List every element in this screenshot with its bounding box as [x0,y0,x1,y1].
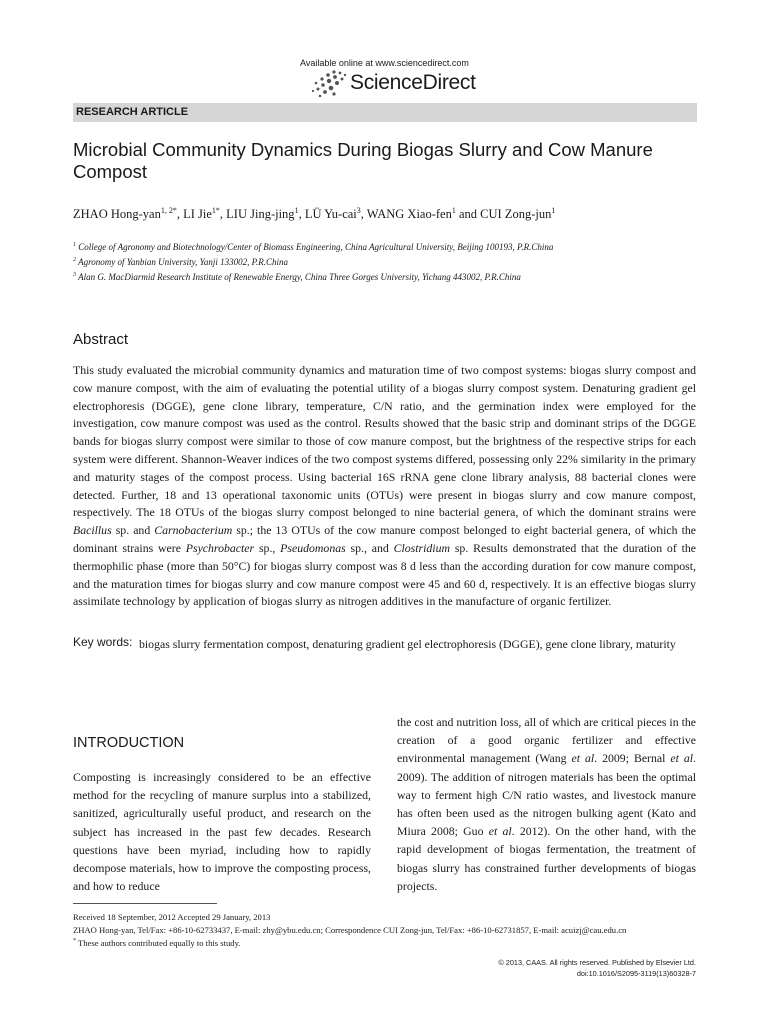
author-name: WANG Xiao-fen [366,207,452,222]
equal-contribution-note [73,938,240,948]
genus-name: Clostridium [393,540,451,555]
abstract-segment: sp., and [345,540,394,555]
footnote-mark: * [73,938,76,945]
affiliation-3 [73,272,713,282]
footnote-text: These authors contributed equally to this study. [78,938,241,948]
author-sup: 1 [294,206,299,215]
keywords-text: biogas slurry fermentation compost, denaturing gradient gel electrophoresis (DGGE), gene clone library, maturity [139,637,676,651]
keywords-label: Key words: [73,635,133,649]
article-type-label: RESEARCH ARTICLE [76,106,189,118]
abstract-segment: sp.; the 13 OTUs of the cow manure compost belonged to eight bacterial genera, of which the dominant strains were [73,523,696,555]
sciencedirect-brand[interactable]: ScienceDirect [350,71,476,94]
genus-name: Bacillus [73,523,112,538]
contact-info: ZHAO Hong-yan, Tel/Fax: +86-10-62733437, E-mail: zhy@ybu.edu.cn; Correspondence CUI Zong-jun, Tel/Fax: +86-10-62731857, E-mail: acuizj@cau.edu.cn [73,925,627,935]
introduction-heading: INTRODUCTION [73,735,185,751]
footnote-divider [73,903,217,904]
author-sup: 1 [451,206,456,215]
author-name: LI Jie [183,207,212,222]
affiliation-text: Agronomy of Yanbian University, Yanji 133002, P.R.China [78,257,288,267]
affiliation-num: 1 [73,242,76,248]
intro-segment: . 2009). The addition of nitrogen materials has been the optimal way to ferment high C/N ratio wastes, and livestock manure has often been used as the nitrogen bulking agent (Kato and Miura 2008; Guo [397,751,696,839]
affiliation-num: 2 [73,257,76,263]
affiliation-1 [73,242,713,252]
abstract-segment: This study evaluated the microbial community dynamics and maturation time of two compost systems: biogas slurry compost and cow manure compost, with the aim of evaluating the potential utility of a biogas slurry compost system. Denaturing gradient gel electrophoresis (DGGE), gene clone library, temperature, C/N ratio, and the germination index were employed for the investigation, cow manure compost was used as the control. Results showed that the basic strip and dominant strips of the DGGE bands for biogas slurry compost were similar to those of cow manure compost, but the brightness of the respective strips for each system were different. Shannon-Weaver indices of the two compost systems differed, possessing only 22% similarity in the primary and maturity stages of the compost process. Using bacterial 16S rRNA gene clone library analysis, 88 bacterial clones were detected. Further, 18 and 13 operational taxonomic units (OTUs) were present in biogas slurry and cow manure compost, respectively. The 18 OTUs of the biogas slurry compost belonged to nine bacterial genera, of which the dominant strains were [73,363,696,520]
intro-segment: . 2012). On the other hand, with the rapid development of biogas fermentation, the treatment of biogas slurry has constrained further developments of biogas projects. [397,824,696,893]
intro-segment: . 2009; Bernal [594,751,671,766]
sciencedirect-logo-icon [308,69,348,99]
author-sup: 1* [211,206,220,215]
copyright-line: © 2013, CAAS. All rights reserved. Published by Elsevier Ltd. [498,958,696,967]
author-name: CUI Zong-jun [480,207,552,222]
received-dates: Received 18 September, 2012 Accepted 29 January, 2013 [73,912,271,922]
abstract-segment: sp. Results demonstrated that the duration of the thermophilic phase (more than 50°C) for biogas slurry compost was 8 d less than the according duration for cow manure compost, and the maturation times for biogas slurry and cow manure compost were 45 and 60 d, respectively. It is an effective biogas slurry assimilate technology by application of biogas slurry as nitrogen additives in the manufacture of organic fertilizer. [73,540,696,609]
abstract-segment: sp. and [111,523,155,538]
abstract-heading: Abstract [73,331,129,348]
author-sup: 1 [551,206,556,215]
author-name: LIU Jing-jing [226,207,295,222]
introduction-right-column [397,713,696,895]
et-al: et al [571,751,595,766]
affiliation-2 [73,257,713,267]
available-online-text: Available online at www.sciencedirect.com [300,58,469,68]
intro-segment: the cost and nutrition loss, all of which are critical pieces in the creation of a good organic fertilizer and effective environmental management (Wang [397,715,696,766]
affiliation-num: 3 [73,272,76,278]
article-title: Microbial Community Dynamics During Biogas Slurry and Cow Manure Compost [73,139,653,182]
genus-name: Carnobacterium [154,523,233,538]
et-al: et al [488,824,512,839]
genus-name: Psychrobacter [185,540,255,555]
introduction-left-column: Composting is increasingly considered to be an effective method for the recycling of manure surplus into a stabilized, sanitized, agriculturally useful product, and research on the subject has increased in the past few decades. Research questions have been myriad, including how to rapidly decompose materials, how to improve the composting process, and how to reduce [73,770,371,894]
author-sup: 1, 2* [160,206,177,215]
author-name: ZHAO Hong-yan [73,207,161,222]
genus-name: Pseudomonas [280,540,346,555]
abstract-segment: sp., [254,540,281,555]
author-name: LÜ Yu-cai [304,207,357,222]
abstract-text [73,362,696,611]
affiliation-text: Alan G. MacDiarmid Research Institute of Renewable Energy, China Three Gorges University, Yichang 443002, P.R.China [78,272,521,282]
doi-line[interactable]: doi:10.1016/S2095-3119(13)60328-7 [576,969,696,978]
et-al: et al [670,751,694,766]
author-list: ZHAO Hong-yan$^{1, 2*}$, LI Jie$^{1*}$, LIU Jing-jing$^1$, LÜ Yu-cai$^3$, WANG Xiao-fen$^1$ and CUI Zong-jun$^1$ [73,206,556,222]
author-sup: 3 [356,206,361,215]
affiliation-text: College of Agronomy and Biotechnology/Center of Biomass Engineering, China Agricultural University, Beijing 100193, P.R.China [78,242,554,252]
